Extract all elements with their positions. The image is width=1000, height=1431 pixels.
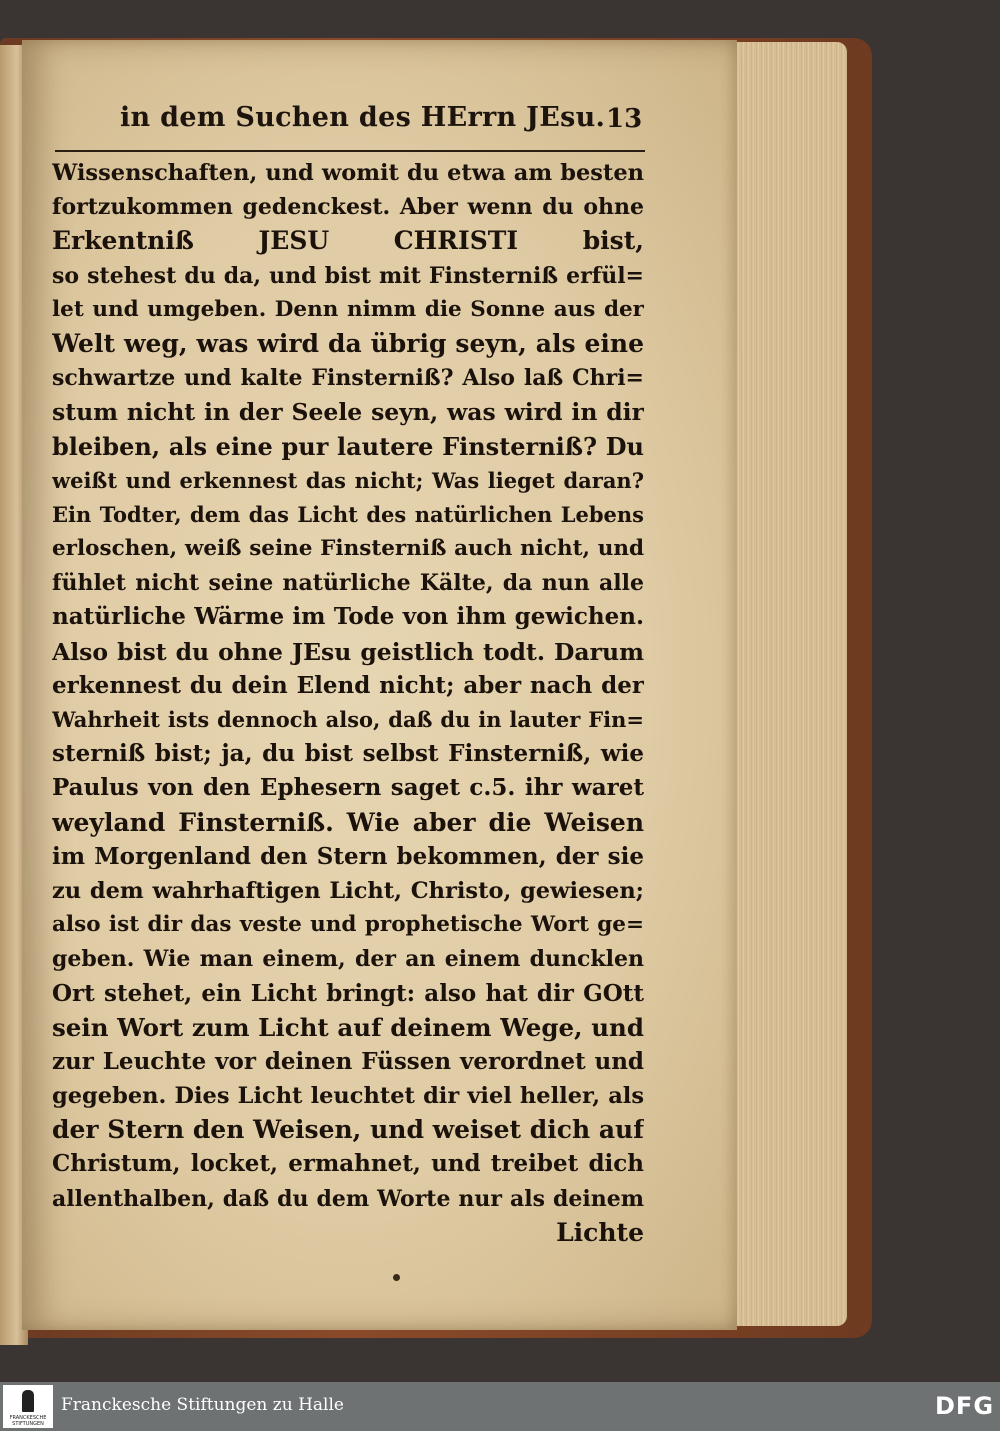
ink-spot bbox=[393, 1274, 400, 1281]
page-number: 13 bbox=[606, 104, 643, 134]
text-line: zu dem wahrhaftigen Licht, Christo, gewiesen; bbox=[52, 877, 644, 904]
text-line: weyland Finsterniß. Wie aber die Weisen bbox=[52, 807, 644, 837]
institution-logo[interactable] bbox=[3, 1385, 53, 1428]
text-line: allenthalben, daß du dem Worte nur als deinem bbox=[52, 1185, 644, 1212]
running-head: in dem Suchen des HErrn JEsu. bbox=[120, 102, 606, 133]
text-line: Wissenschaften, und womit du etwa am besten bbox=[52, 160, 644, 186]
institution-name[interactable]: Franckesche Stiftungen zu Halle bbox=[61, 1395, 344, 1415]
page-block-edges bbox=[735, 42, 847, 1326]
text-line: Ein Todter, dem das Licht des natürlichen Lebens bbox=[52, 501, 644, 527]
text-line: Christum, locket, ermahnet, und treibet dich bbox=[52, 1150, 644, 1178]
text-line: Welt weg, was wird da übrig seyn, als eine bbox=[52, 328, 644, 358]
text-line: sein Wort zum Licht auf deinem Wege, und bbox=[52, 1012, 644, 1042]
figure-icon bbox=[22, 1390, 34, 1412]
header-rule bbox=[55, 150, 645, 152]
text-line: fortzukommen gedenckest. Aber wenn du ohne bbox=[52, 194, 644, 221]
body-text bbox=[52, 156, 644, 1250]
text-line: schwartze und kalte Finsterniß? Also laß Chri= bbox=[52, 365, 644, 392]
text-line: weißt und erkennest das nicht; Was lieget daran? bbox=[52, 467, 644, 493]
footer-bar bbox=[0, 1382, 1000, 1431]
text-line: im Morgenland den Stern bekommen, der sie bbox=[52, 842, 644, 870]
text-line: natürliche Wärme im Tode von ihm gewichen. bbox=[52, 603, 644, 631]
text-line: Paulus von den Ephesern saget c.5. ihr waret bbox=[52, 774, 644, 802]
catchword: Lichte bbox=[556, 1217, 644, 1247]
text-line: Also bist du ohne JEsu geistlich todt. Darum bbox=[52, 637, 644, 666]
text-line: erkennest du dein Elend nicht; aber nach der bbox=[52, 671, 644, 699]
text-line: fühlet nicht seine natürliche Kälte, da nun alle bbox=[52, 570, 644, 597]
text-line: zur Leuchte vor deinen Füssen verordnet und bbox=[52, 1047, 644, 1075]
text-line: Erkentniß JESU CHRISTI bist, bbox=[52, 226, 644, 256]
text-line: bleiben, als eine pur lautere Finsterniß? Du bbox=[52, 431, 644, 461]
logo-text: FRANCKESCHE STIFTUNGEN bbox=[9, 1415, 47, 1427]
text-line: stum nicht in der Seele seyn, was wird in dir bbox=[52, 398, 644, 427]
text-line: erloschen, weiß seine Finsterniß auch nicht, und bbox=[52, 536, 644, 562]
text-line: sterniß bist; ja, du bist selbst Finsterniß, wie bbox=[52, 740, 644, 768]
text-line: Ort stehet, ein Licht bringt: also hat dir GOtt bbox=[52, 979, 644, 1007]
text-line: gegeben. Dies Licht leuchtet dir viel heller, als bbox=[52, 1083, 644, 1110]
text-line: Wahrheit ists dennoch also, daß du in lauter Fin= bbox=[52, 707, 644, 732]
text-line: also ist dir das veste und prophetische Wort ge= bbox=[52, 912, 644, 938]
text-line: der Stern den Weisen, und weiset dich auf bbox=[52, 1115, 644, 1145]
text-line: so stehest du da, und bist mit Finsterniß erfül= bbox=[52, 262, 644, 289]
dfg-logo[interactable]: DFG bbox=[935, 1392, 995, 1420]
text-line: let und umgeben. Denn nimm die Sonne aus der bbox=[52, 296, 644, 322]
text-line: geben. Wie man einem, der an einem duncklen bbox=[52, 946, 644, 973]
